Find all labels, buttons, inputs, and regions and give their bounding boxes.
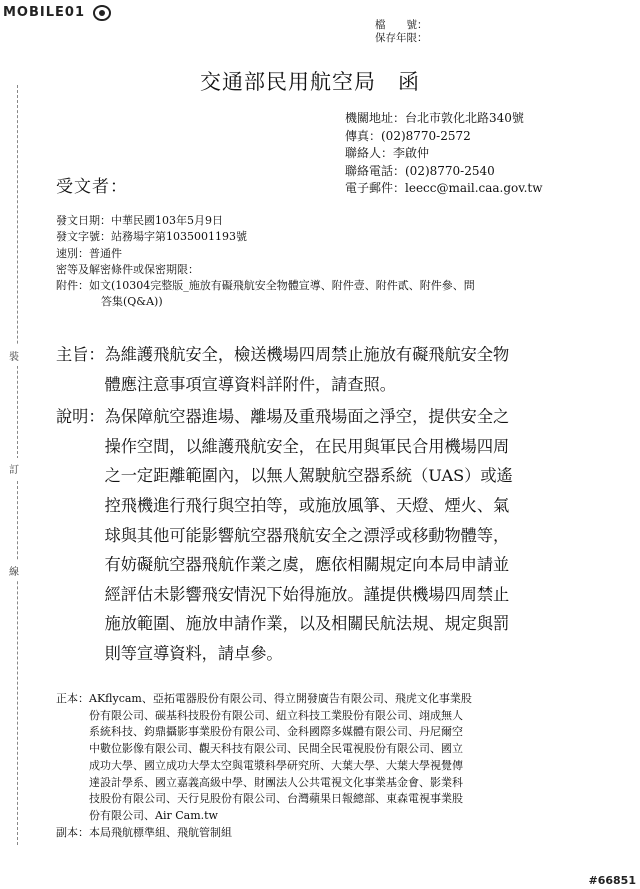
recipient-label: 受文者： <box>56 177 128 197</box>
document-number: 發文字號：站務場字第1035001193號 <box>56 230 247 244</box>
document-title: 交通部民用航空局 函 <box>200 70 420 94</box>
explanation-line: 施放範圍、施放申請作業，以及相關民航法規、規定與罰 <box>104 614 510 634</box>
explanation-paragraph <box>56 402 596 668</box>
explanation-label: 說明： <box>56 407 105 427</box>
secrecy-level: 密等及解密條件或保密期限： <box>56 262 199 276</box>
watermark-id: #66851 <box>588 874 636 887</box>
original-label: 正本： <box>56 692 89 705</box>
agency-address: 機關地址：台北市敦化北路340號 <box>345 111 524 125</box>
agency-phone: 聯絡電話：(02)8770-2540 <box>345 163 495 178</box>
subject-lines <box>105 340 596 399</box>
original-line: 份有限公司、碳基科技股份有限公司、紐立科技工業股份有限公司、翊成無人 <box>89 708 463 722</box>
mobile01-logo <box>3 2 131 22</box>
explanation-line: 則等宣導資料，請卓參。 <box>104 643 283 663</box>
original-line: AKflycam、亞拓電器股份有限公司、得立開發廣告有限公司、飛虎文化事業股 <box>89 692 472 705</box>
explanation-line: 經評估未影響飛安情況下始得施放。謹提供機場四周禁止 <box>104 584 510 604</box>
original-line: 技股份有限公司、天行見股份有限公司、台灣蘋果日報總部、東森電視事業股 <box>89 792 463 806</box>
archive-info <box>375 19 428 45</box>
explanation-line: 有妨礙航空器飛航作業之虞，應依相關規定向本局申請並 <box>104 555 510 575</box>
copy-lines <box>89 825 232 842</box>
logo-ring-icon <box>92 4 112 22</box>
retention-label: 保存年限： <box>375 32 428 44</box>
explanation-line: 球與其他可能影響航空器飛航安全之漂浮或移動物體等， <box>104 525 510 545</box>
binding-mark-xian: 線 <box>9 560 19 581</box>
urgency-type: 速別：普通件 <box>56 246 122 260</box>
original-line: 中數位影像有限公司、觀天科技有限公司、民間全民電視股份有限公司、國立 <box>89 742 463 756</box>
subject-line: 體應注意事項宣導資料詳附件，請查照。 <box>104 374 396 394</box>
copy-label: 副本： <box>56 825 89 839</box>
subject-paragraph <box>56 340 596 399</box>
explanation-lines <box>105 402 596 668</box>
original-line: 成功大學、國立成功大學太空與電漿科學研究所、大葉大學、大葉大學視覺傳 <box>89 758 463 772</box>
file-number-label: 檔 號： <box>375 19 428 31</box>
copy-recipients <box>56 825 596 842</box>
binding-mark-zhuang: 裝 <box>9 345 19 366</box>
agency-email: 電子郵件：leecc@mail.caa.gov.tw <box>345 181 543 195</box>
agency-info <box>345 110 543 198</box>
document-body <box>56 340 596 669</box>
issue-date: 發文日期：中華民國103年5月9日 <box>56 214 223 227</box>
distribution-list <box>56 691 596 841</box>
attachment-line-2: 答集(Q&A)) <box>101 295 163 309</box>
logo-text: MOBILE01 <box>3 5 85 20</box>
document-meta <box>56 213 596 311</box>
original-line: 份有限公司、Air Cam.tw <box>89 808 218 822</box>
explanation-line: 之一定距離範圍內，以無人駕駛航空器系統（UAS）或遙 <box>104 466 513 486</box>
subject-label: 主旨： <box>56 345 105 364</box>
explanation-line: 為保障航空器進場、離場及重飛場面之淨空，提供安全之 <box>104 407 510 427</box>
original-lines <box>89 691 472 825</box>
attachment-line-1: 附件：如文(10304完整版_施放有礙飛航安全物體宣導、附件壹、附件貳、附件參、問 <box>56 279 475 293</box>
copy-line: 本局飛航標準組、飛航管制組 <box>89 825 232 839</box>
original-line: 系統科技、鈞鼎攝影事業股份有限公司、金科國際多媒體有限公司、丹尼爾空 <box>89 725 463 739</box>
binding-mark-ding: 訂 <box>9 458 19 479</box>
agency-contact: 聯絡人：李啟仲 <box>345 146 430 160</box>
explanation-line: 操作空間，以維護飛航安全，在民用與軍民合用機場四周 <box>104 436 510 456</box>
original-recipients <box>56 691 596 825</box>
explanation-line: 控飛機進行飛行與空拍等，或施放風箏、天燈、煙火、氣 <box>104 495 510 515</box>
agency-fax: 傳真：(02)8770-2572 <box>345 128 471 143</box>
subject-line: 為維護飛航安全，檢送機場四周禁止施放有礙飛航安全物 <box>104 345 510 364</box>
original-line: 達設計學系、國立嘉義高級中學、財團法人公共電視文化事業基金會、影業科 <box>89 775 463 789</box>
